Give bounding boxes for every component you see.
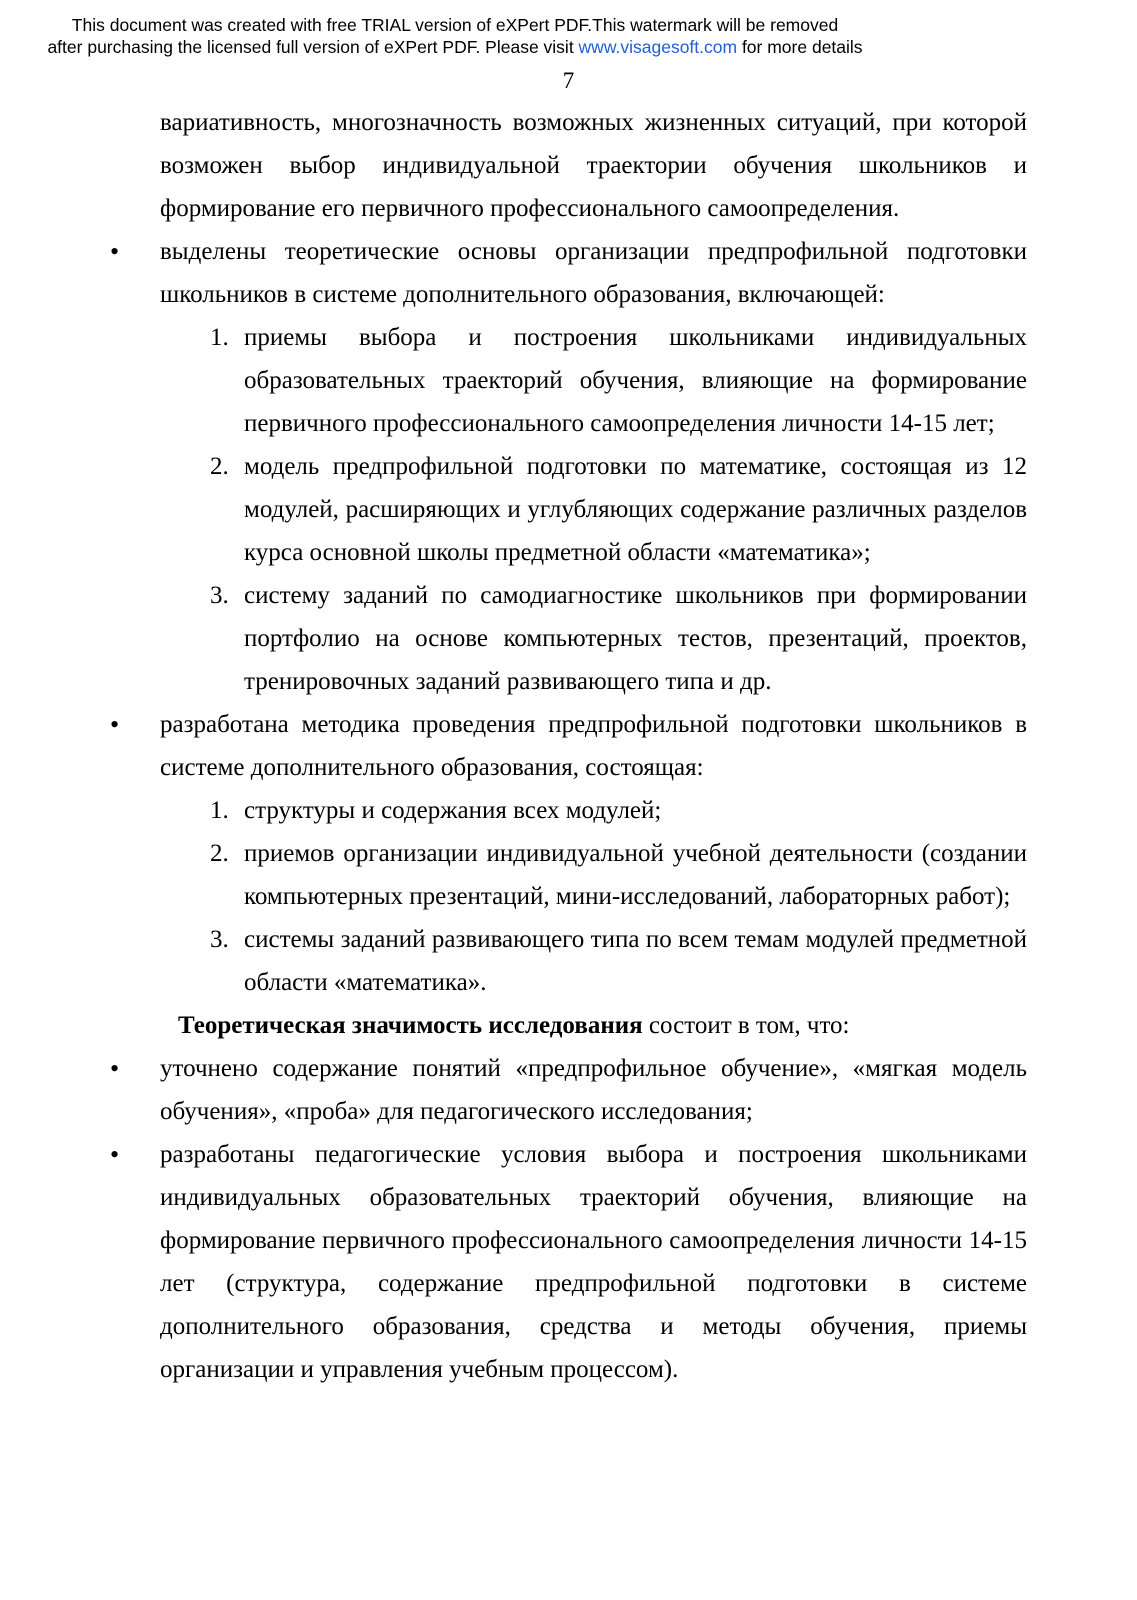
item-number: 2. [210, 453, 229, 480]
bullet-item-conditions: • разработаны педагогические условия выбора и построения школьниками индивидуальных образовательных траекторий обучения, влияющие на формирование первичного профессионального самоопределения личности 14-15 лет (структура, содержание предпрофильной подготовки в системе дополнительного образования, средства и методы обучения, приемы организации и управления учебным процессом). [160, 1133, 1027, 1391]
item-text: приемов организации индивидуальной учебной деятельности (создании компьютерных презентаций, мини-исследований, лабораторных работ); [244, 840, 1027, 910]
significance-paragraph [160, 1004, 1027, 1047]
numbered-item [210, 445, 1027, 574]
watermark-line-2-prefix: after purchasing the licensed full version of eXPert PDF. Please visit [47, 37, 579, 57]
item-text: структуры и содержания всех модулей; [244, 797, 662, 824]
numbered-item [210, 789, 1027, 832]
watermark-line-2-suffix: for more details [737, 37, 863, 57]
significance-heading: Теоретическая значимость исследования [178, 1012, 643, 1039]
numbered-item [210, 574, 1027, 703]
item-number: 3. [210, 926, 229, 953]
numbered-item [210, 316, 1027, 445]
item-number: 2. [210, 840, 229, 867]
trial-watermark [0, 14, 910, 58]
bullet-item-theoretical-foundations: • выделены теоретические основы организации предпрофильной подготовки школьников в системе дополнительного образования, включающей: [160, 230, 1027, 316]
numbered-item [210, 918, 1027, 1004]
watermark-line-1: This document was created with free TRIAL version of eXPert PDF.This watermark will be removed [71, 15, 839, 35]
numbered-item [210, 832, 1027, 918]
item-number: 1. [210, 324, 229, 351]
intro-paragraph: вариативность, многозначность возможных жизненных ситуаций, при которой возможен выбор индивидуальной траектории обучения школьников и формирование его первичного профессионального самоопределения. [160, 109, 1027, 222]
watermark-link[interactable]: www.visagesoft.com [578, 37, 738, 57]
item-text: приемы выбора и построения школьниками индивидуальных образовательных траекторий обучения, влияющие на формирование первичного профессионального самоопределения личности 14-15 лет; [244, 324, 1027, 437]
document-body [160, 101, 1027, 1391]
item-text: модель предпрофильной подготовки по математике, состоящая из 12 модулей, расширяющих и углубляющих содержание различных разделов курса основной школы предметной области «математика»; [244, 453, 1027, 566]
item-text: систему заданий по самодиагностике школьников при формировании портфолио на основе компьютерных тестов, презентаций, проектов, тренировочных заданий развивающего типа и др. [244, 582, 1027, 695]
page-number: 7 [562, 68, 575, 93]
bullet-item-concepts: • уточнено содержание понятий «предпрофильное обучение», «мягкая модель обучения», «проба» для педагогического исследования; [160, 1047, 1027, 1133]
item-number: 1. [210, 797, 229, 824]
item-text: системы заданий развивающего типа по всем темам модулей предметной области «математика». [244, 926, 1027, 996]
bullet-item-methodology: • разработана методика проведения предпрофильной подготовки школьников в системе дополнительного образования, состоящая: [160, 703, 1027, 789]
item-number: 3. [210, 582, 229, 609]
watermark-line-2 [0, 36, 910, 58]
significance-text: состоит в том, что: [642, 1012, 850, 1039]
